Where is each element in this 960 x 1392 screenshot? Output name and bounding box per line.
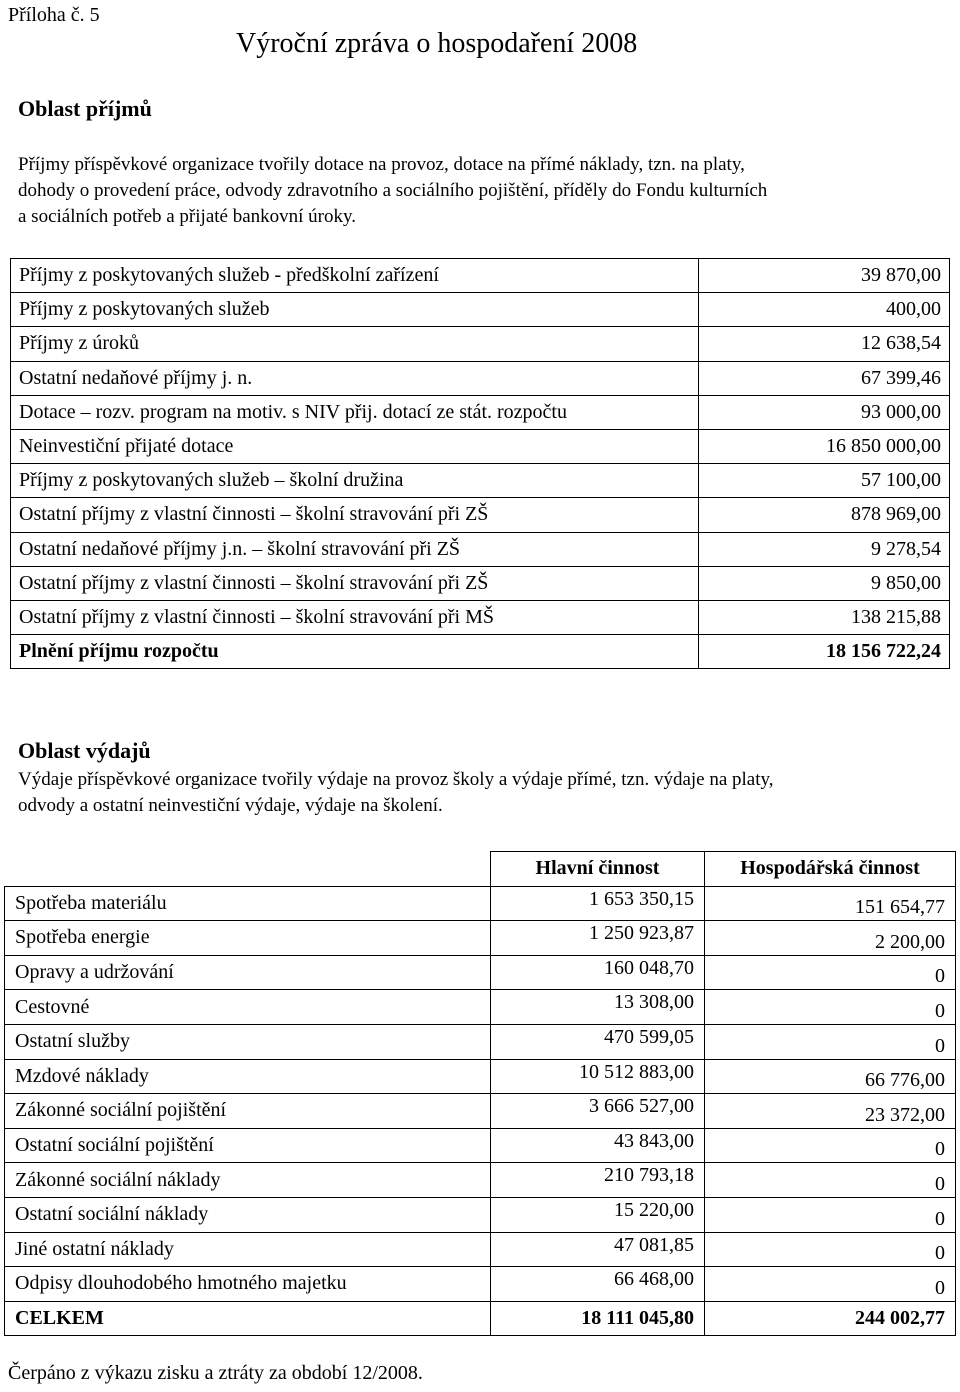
income-intro-line: a sociálních potřeb a přijaté bankovní úroky. — [18, 206, 357, 227]
row-value: 93 000,00 — [699, 395, 950, 429]
row-value: 9 850,00 — [699, 566, 950, 600]
table-row — [11, 293, 950, 327]
income-intro-line: Příjmy příspěvkové organizace tvořily dotace na provoz, dotace na přímé náklady, tzn. na platy, — [18, 154, 745, 175]
row-label: Mzdové náklady — [5, 1059, 491, 1094]
total-label: Plnění příjmu rozpočtu — [11, 635, 699, 669]
business-value: 0 — [705, 1232, 956, 1267]
table-row — [5, 1024, 956, 1059]
row-label: Příjmy z poskytovaných služeb — [11, 293, 699, 327]
row-label: Neinvestiční přijaté dotace — [11, 429, 699, 463]
row-label: Ostatní příjmy z vlastní činnosti – školní stravování při MŠ — [11, 600, 699, 634]
business-value: 151 654,77 — [705, 886, 956, 921]
row-label: Příjmy z poskytovaných služeb – školní družina — [11, 464, 699, 498]
column-header-business: Hospodářská činnost — [705, 852, 956, 887]
income-table — [10, 258, 950, 669]
row-value: 16 850 000,00 — [699, 429, 950, 463]
row-value: 9 278,54 — [699, 532, 950, 566]
table-row — [11, 532, 950, 566]
total-business-value: 244 002,77 — [705, 1301, 956, 1336]
row-label: Ostatní sociální pojištění — [5, 1128, 491, 1163]
total-label: CELKEM — [5, 1301, 491, 1336]
table-row — [11, 361, 950, 395]
table-row — [11, 600, 950, 634]
business-value: 23 372,00 — [705, 1094, 956, 1129]
expenses-heading: Oblast výdajů — [18, 738, 151, 763]
annex-label: Příloha č. 5 — [8, 4, 100, 26]
business-value: 66 776,00 — [705, 1059, 956, 1094]
table-row — [5, 1232, 956, 1267]
expenses-intro-line: odvody a ostatní neinvestiční výdaje, výdaje na školení. — [18, 795, 443, 816]
row-value: 878 969,00 — [699, 498, 950, 532]
row-label: Ostatní služby — [5, 1024, 491, 1059]
row-label: Ostatní sociální náklady — [5, 1197, 491, 1232]
income-intro — [18, 152, 767, 230]
table-row — [11, 566, 950, 600]
row-value: 12 638,54 — [699, 327, 950, 361]
column-header-main: Hlavní činnost — [491, 852, 705, 887]
expenses-total-row — [5, 1301, 956, 1336]
row-value: 67 399,46 — [699, 361, 950, 395]
row-value: 138 215,88 — [699, 600, 950, 634]
business-value: 0 — [705, 1128, 956, 1163]
expenses-table — [4, 851, 956, 1336]
table-row — [5, 886, 956, 921]
business-value: 0 — [705, 990, 956, 1025]
row-label: Spotřeba energie — [5, 921, 491, 956]
table-row — [5, 955, 956, 990]
main-value: 470 599,05 — [491, 1024, 705, 1059]
table-row — [5, 1059, 956, 1094]
table-row — [11, 498, 950, 532]
table-row — [11, 327, 950, 361]
row-label: Odpisy dlouhodobého hmotného majetku — [5, 1267, 491, 1302]
row-label: Ostatní příjmy z vlastní činnosti – školní stravování při ZŠ — [11, 566, 699, 600]
row-label: Příjmy z poskytovaných služeb - předškolní zařízení — [11, 259, 699, 293]
business-value: 2 200,00 — [705, 921, 956, 956]
main-value: 43 843,00 — [491, 1128, 705, 1163]
table-row — [11, 429, 950, 463]
row-label: Cestovné — [5, 990, 491, 1025]
main-value: 66 468,00 — [491, 1267, 705, 1302]
expenses-intro — [18, 767, 774, 819]
row-label: Zákonné sociální náklady — [5, 1163, 491, 1198]
table-header-row — [5, 852, 956, 887]
row-label: Ostatní nedaňové příjmy j. n. — [11, 361, 699, 395]
main-value: 3 666 527,00 — [491, 1094, 705, 1129]
header-empty-cell — [5, 852, 491, 887]
business-value: 0 — [705, 1163, 956, 1198]
expenses-intro-line: Výdaje příspěvkové organizace tvořily výdaje na provoz školy a výdaje přímé, tzn. výdaje na platy, — [18, 769, 774, 790]
main-value: 15 220,00 — [491, 1197, 705, 1232]
table-row — [11, 259, 950, 293]
business-value: 0 — [705, 955, 956, 990]
row-label: Ostatní nedaňové příjmy j.n. – školní stravování při ZŠ — [11, 532, 699, 566]
business-value: 0 — [705, 1024, 956, 1059]
table-row — [5, 1128, 956, 1163]
table-row — [5, 1163, 956, 1198]
row-label: Jiné ostatní náklady — [5, 1232, 491, 1267]
row-label: Spotřeba materiálu — [5, 886, 491, 921]
main-value: 1 653 350,15 — [491, 886, 705, 921]
row-label: Opravy a udržování — [5, 955, 491, 990]
business-value: 0 — [705, 1267, 956, 1302]
total-value: 18 156 722,24 — [699, 635, 950, 669]
main-value: 1 250 923,87 — [491, 921, 705, 956]
table-row — [5, 921, 956, 956]
row-value: 39 870,00 — [699, 259, 950, 293]
table-row — [5, 990, 956, 1025]
main-value: 10 512 883,00 — [491, 1059, 705, 1094]
income-intro-line: dohody o provedení práce, odvody zdravotního a sociálního pojištění, příděly do Fondu kulturních — [18, 180, 768, 201]
table-row — [11, 464, 950, 498]
table-row — [11, 395, 950, 429]
source-note: Čerpáno z výkazu zisku a ztráty za období 12/2008. — [8, 1362, 423, 1384]
table-row — [5, 1267, 956, 1302]
row-label: Zákonné sociální pojištění — [5, 1094, 491, 1129]
row-label: Ostatní příjmy z vlastní činnosti – školní stravování při ZŠ — [11, 498, 699, 532]
total-main-value: 18 111 045,80 — [491, 1301, 705, 1336]
main-value: 47 081,85 — [491, 1232, 705, 1267]
row-label: Příjmy z úroků — [11, 327, 699, 361]
page-title: Výroční zpráva o hospodaření 2008 — [236, 28, 638, 59]
income-heading: Oblast příjmů — [18, 96, 152, 121]
main-value: 13 308,00 — [491, 990, 705, 1025]
table-row — [5, 1094, 956, 1129]
main-value: 160 048,70 — [491, 955, 705, 990]
row-label: Dotace – rozv. program na motiv. s NIV přij. dotací ze stát. rozpočtu — [11, 395, 699, 429]
income-total-row — [11, 635, 950, 669]
table-row — [5, 1197, 956, 1232]
row-value: 400,00 — [699, 293, 950, 327]
business-value: 0 — [705, 1197, 956, 1232]
row-value: 57 100,00 — [699, 464, 950, 498]
main-value: 210 793,18 — [491, 1163, 705, 1198]
